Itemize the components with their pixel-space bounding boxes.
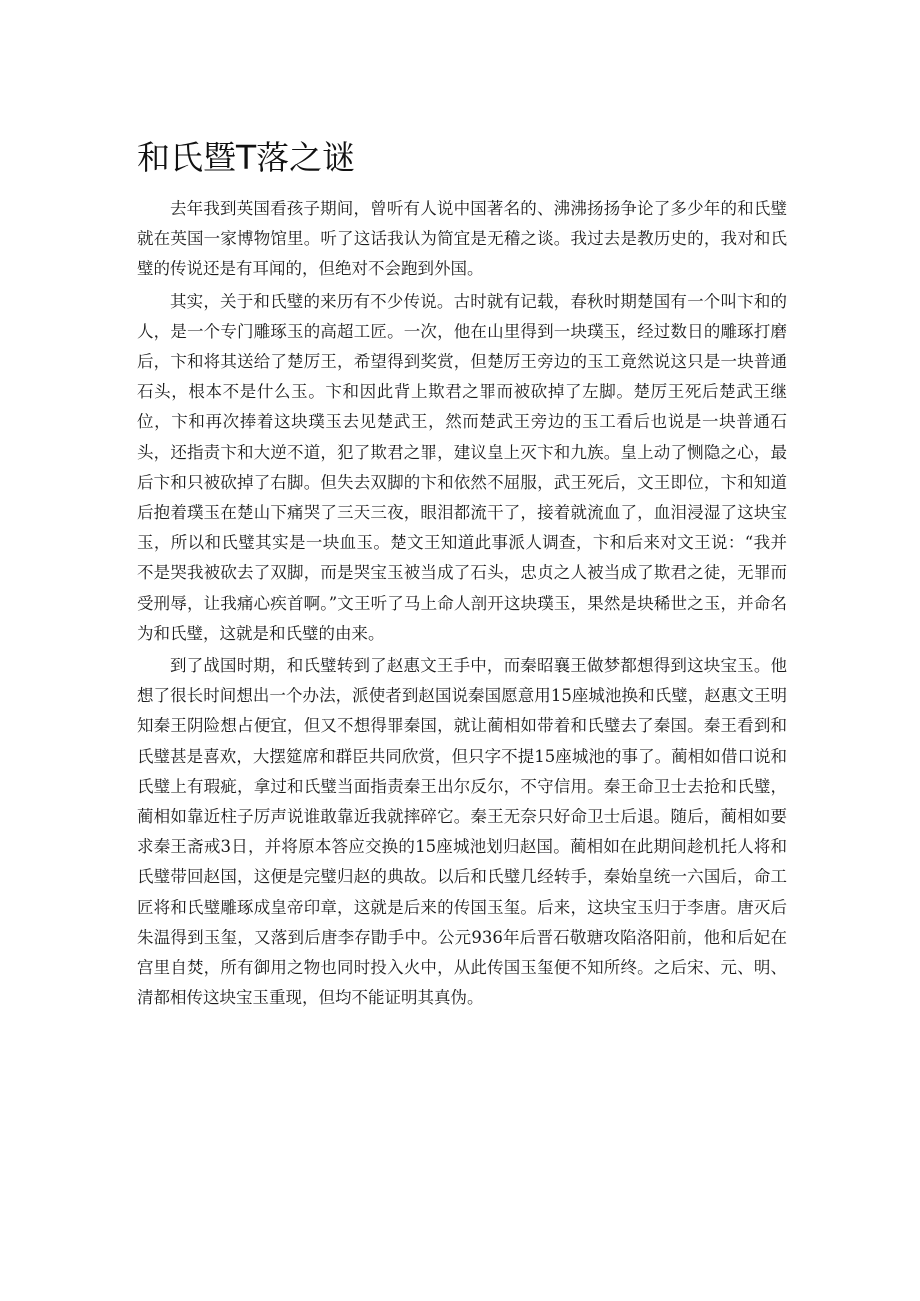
paragraph-1: 去年我到英国看孩子期间，曾听有人说中国著名的、沸沸扬扬争论了多少年的和氏璧就在英国一家博物馆里。听了这话我认为简宜是无稽之谈。我过去是教历史的，我对和氏璧的传说还是有耳闻的，但绝对不会跑到外国。	[137, 199, 787, 279]
paragraph-3: 到了战国时期，和氏璧转到了赵惠文王手中，而秦昭襄王做梦都想得到这块宝玉。他想了很长时间想出一个办法，派使者到赵国说秦国愿意用15座城池换和氏璧，赵惠文王明知秦王阴险想占便宜，但又不想得罪秦国，就让蔺相如带着和氏璧去了秦国。秦王看到和氏璧甚是喜欢，大摆筵席和群臣共同欣赏，但只字不提15座城池的事了。蔺相如借口说和氏璧上有瑕疵，拿过和氏璧当面指责秦王出尔反尔，不守信用。秦王命卫士去抢和氏璧，蔺相如靠近柱子厉声说谁敢靠近我就摔碎它。秦王无奈只好命卫士后退。随后，蔺相如要求秦王斋戒3日，并将原本答应交换的15座城池划归赵国。蔺相如在此期间趁机托人将和氏璧带回赵国，这便是完璧归赵的典故。以后和氏璧几经转手，秦始皇统一六国后，命工匠将和氏璧雕琢成皇帝印章，这就是后来的传国玉玺。后来，这块宝玉归于李唐。唐灭后朱温得到玉玺，又落到后唐李存勖手中。公元936年后晋石敬瑭攻陷洛阳前，他和后妃在宫里自焚，所有御用之物也同时投入火中，从此传国玉玺便不知所终。之后宋、元、明、清都相传这块宝玉重现，但均不能证明其真伪。	[137, 656, 787, 1008]
paragraph-2: 其实，关于和氏璧的来历有不少传说。古时就有记载，春秋时期楚国有一个叫卞和的人，是一个专门雕琢玉的高超工匠。一次，他在山里得到一块璞玉，经过数日的雕琢打磨后，卞和将其送给了楚厉王，希望得到奖赏，但楚厉王旁边的玉工竟然说这只是一块普通石头，根本不是什么玉。卞和因此背上欺君之罪而被砍掉了左脚。楚厉王死后楚武王继位，卞和再次捧着这块璞玉去见楚武王，然而楚武王旁边的玉工看后也说是一块普通石头，还指责卞和大逆不道，犯了欺君之罪，建议皇上灭卞和九族。皇上动了恻隐之心，最后卞和只被砍掉了右脚。但失去双脚的卞和依然不屈服，武王死后，文王即位，卞和知道后抱着璞玉在楚山下痛哭了三天三夜，眼泪都流干了，接着就流血了，血泪浸湿了这块宝玉，所以和氏璧其实是一块血玉。楚文王知道此事派人调查，卞和后来对文王说：“我并不是哭我被砍去了双脚，而是哭宝玉被当成了石头，忠贞之人被当成了欺君之徒，无罪而受刑辱，让我痛心疾首啊。”文王听了马上命人剖开这块璞玉，果然是块稀世之玉，并命名为和氏璧，这就是和氏璧的由来。	[137, 291, 787, 643]
page-title: 和氏暨T落之谜	[137, 138, 356, 177]
article-body	[137, 194, 787, 1015]
